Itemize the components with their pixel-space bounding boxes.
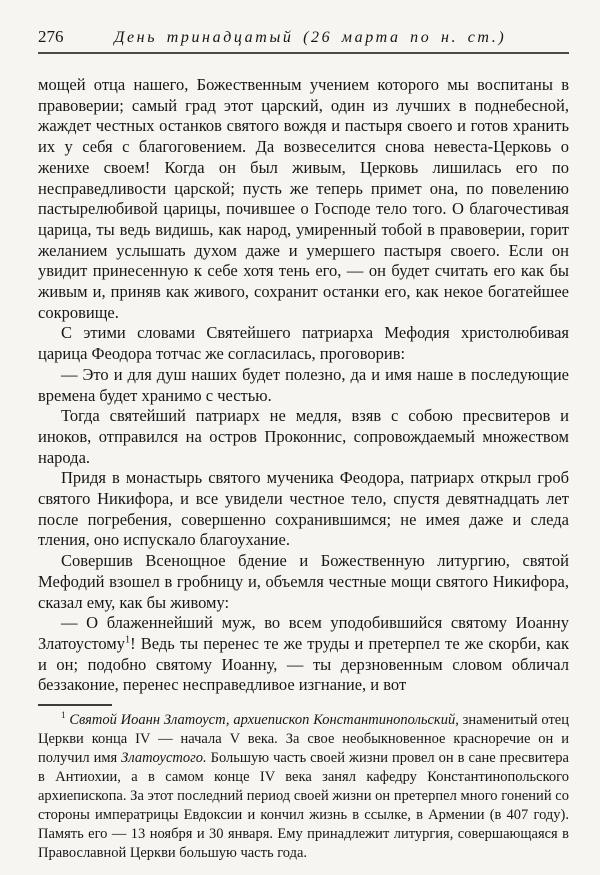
footnote-ref: 1 (125, 634, 131, 646)
body-paragraph-2 (38, 323, 569, 364)
text-run: — О блаженнейший муж, во всем уподобившийся святому Иоанну Златоустому (38, 613, 569, 653)
body-paragraph-7 (38, 613, 569, 696)
text-run: ! Ведь ты перенес те же труды и претерпел те же скорби, как и он; подобно святому Иоанну, — ты дерзновенным словом обличал беззаконие, перенес несправедливое изгнание, и вот (38, 633, 569, 695)
body-paragraph-1 (38, 75, 569, 323)
italic-text-run: Златоустого. (121, 750, 207, 767)
text-run: С этими словами Святейшего патриарха Мефодия христолюбивая царица Феодора тотчас же согласилась, проговорив: (38, 323, 569, 364)
page-header (38, 27, 569, 54)
body-paragraph-6 (38, 551, 569, 613)
text-run: Совершив Всенощное бдение и Божественную литургию, святой Мефодий взошел в гробницу и, объемля честные мощи святого Никифора, сказал ему, как бы живому: (38, 551, 569, 612)
footnote-ref: 1 (61, 710, 66, 721)
text-run: Тогда святейший патриарх не медля, взяв с собою пресвитеров и иноков, отправился на остров Проконнис, сопровождаемый множеством народа. (38, 406, 569, 467)
text-run: , знаменитый отец Церкви конца IV — начала V века. За свое необыкновенное красноречие он и получил имя (38, 712, 570, 767)
footnote-separator (38, 704, 112, 706)
body-paragraph-3 (38, 365, 569, 406)
text-run: Придя в монастырь святого мученика Феодора, патриарх открыл гроб святого Никифора, и все увидели честное тело, спустя девятнадцать лет после погребения, совершенно сохранившимся; не имея даже и следа тления, оно испускало благоухание. (38, 468, 569, 550)
body-paragraph-5 (38, 468, 569, 551)
text-run: — Это и для душ наших будет полезно, да и имя наше в последующие времена будет хранимо с честью. (38, 364, 569, 405)
text-run: мощей отца нашего, Божественным учением которого мы воспитаны в правоверии; самый град этот царский, один из лучших в поднебесной, жаждет честных останков святого вождя и пастыря своего и готов хранить их у себя с благоговением. Да возвеселится снова невеста-Церковь о женихе своем! Когда он был живым, Церковь лишилась его по несправедливости царской; пусть же теперь примет она, по повелению пастырелюбивой царицы, почившее о Господе тело того. О благочестивая царица, ты ведь видишь, как народ, умиренный тобой в правоверии, горит желанием услышать духом даже и умершего пастыря своего. Если он увидит принесенную к себе хотя тень его, — он будет считать его как бы живым и, приняв как живого, сохранит останки его, как некое богатейшее сокровище. (38, 75, 569, 322)
italic-text-run: Святой Иоанн Златоуст, архиепископ Константинопольский (65, 712, 456, 729)
body-paragraph-4 (38, 406, 569, 468)
footnote-text (38, 711, 569, 863)
text-run: Большую часть своей жизни провел он в сане пресвитера в Антиохии, а в самом конце IV века занял кафедру Константинопольского архиепископа. За этот последний период своей жизни он претерпел много гонений со стороны императрицы Евдоксии и кончил жизнь в ссылке, в Армении (в 407 году). Память его — 13 ноября и 30 января. Ему принадлежит литургия, совершающаяся в Православной Церкви большую часть года. (38, 750, 569, 862)
body-text (38, 75, 569, 696)
running-title: День тринадцатый (26 марта по н. ст.) (114, 29, 507, 46)
page-number: 276 (38, 27, 64, 46)
